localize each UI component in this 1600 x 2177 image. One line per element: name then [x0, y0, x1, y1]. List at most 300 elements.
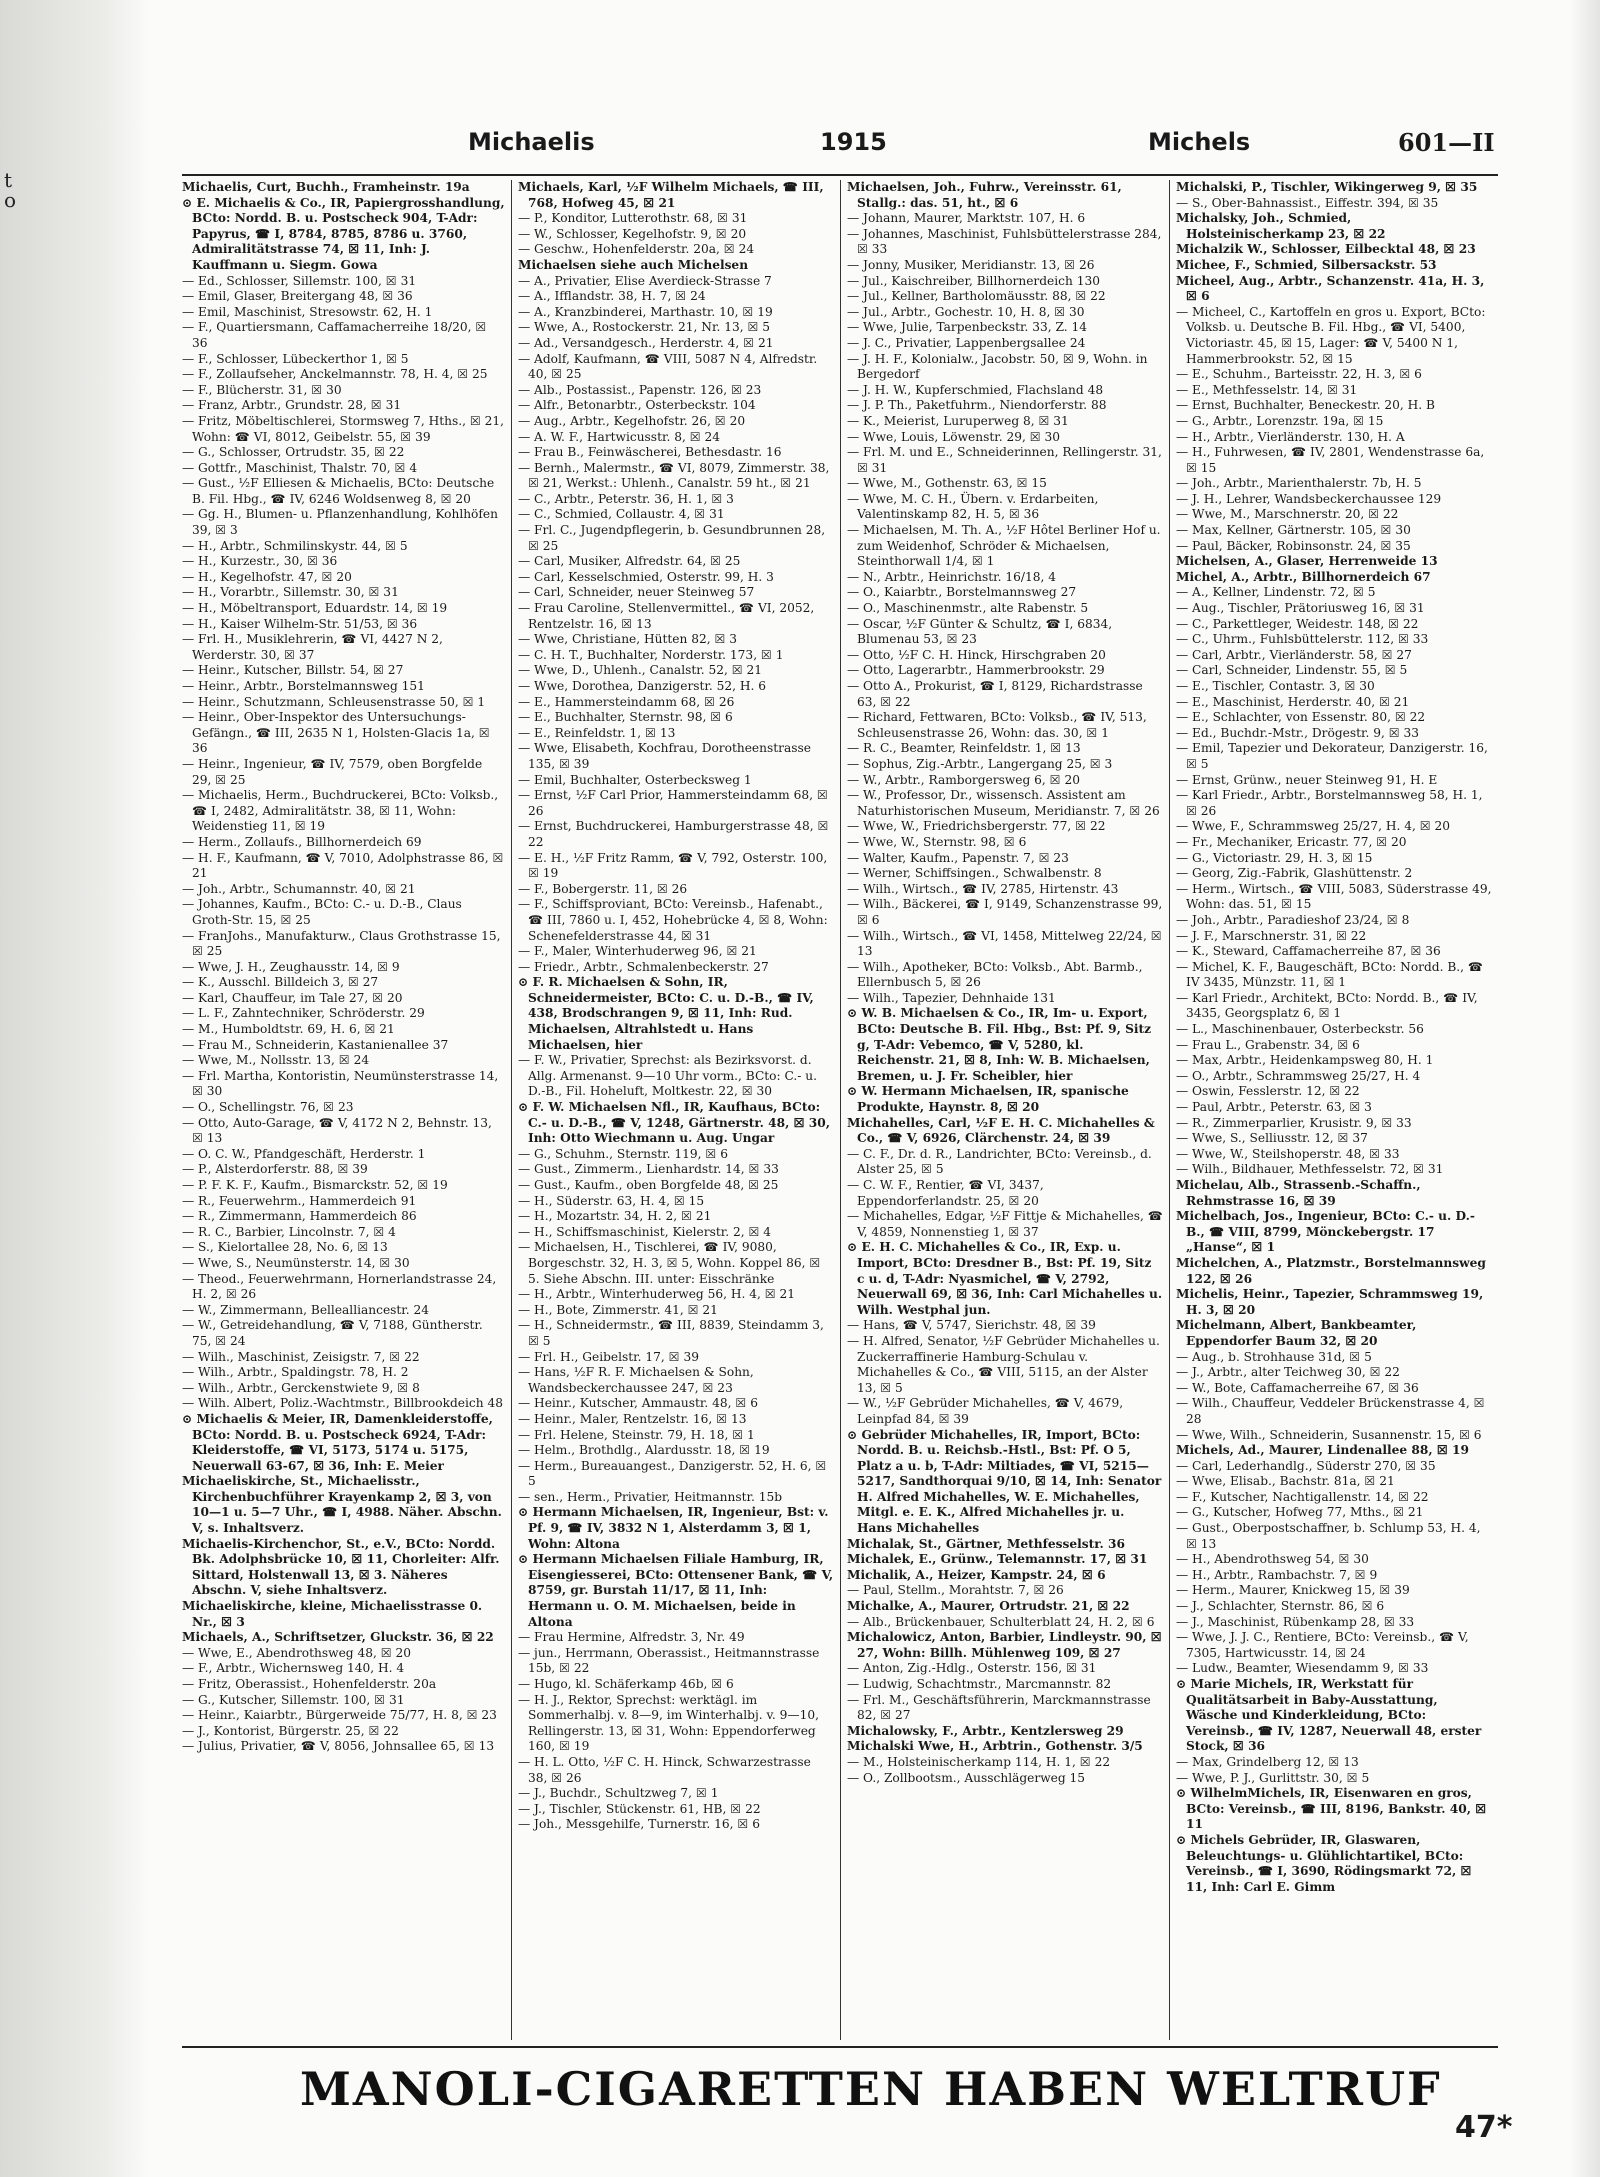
directory-column-1 — [182, 180, 511, 2040]
directory-entry: — J., Maschinist, Rübenkamp 28, ☒ 33 — [1176, 1614, 1415, 1629]
directory-entry: ⊙ Hermann Michaelsen, IR, Ingenieur, Bst: v. Pf. 9, ☎ IV, 3832 N 1, Alsterdamm 3, ☒ 1, Wohn: Altona — [518, 1505, 829, 1551]
directory-entry: Michee, F., Schmied, Silbersackstr. 53 — [1176, 257, 1437, 272]
directory-entry: — Herm., Zollaufs., Billhornerdeich 69 — [182, 834, 422, 849]
directory-entry: — Julius, Privatier, ☎ V, 8056, Johnsallee 65, ☒ 13 — [182, 1739, 495, 1754]
directory-entry: — Joh., Arbtr., Schumannstr. 40, ☒ 21 — [182, 881, 416, 896]
directory-entry: — Wwe, D., Uhlenh., Canalstr. 52, ☒ 21 — [518, 663, 763, 678]
directory-entry: — C., Schmied, Collaustr. 4, ☒ 31 — [518, 507, 725, 522]
directory-entry: — H., Kegelhofstr. 47, ☒ 20 — [182, 569, 352, 584]
directory-entry: — Max, Grindelberg 12, ☒ 13 — [1176, 1754, 1359, 1769]
directory-entry: — Gust., ½F Elliesen & Michaelis, BCto: Deutsche B. Fil. Hbg., ☎ IV, 6246 Woldsenweg 8, ☒ 20 — [182, 476, 495, 506]
directory-entry: — Friedr., Arbtr., Schmalenbeckerstr. 27 — [518, 959, 769, 974]
directory-entry: ⊙ Michaelis & Meier, IR, Damenkleiderstoffe, BCto: Nordd. B. u. Postscheck 6924, T-Adr: Kleiderstoffe, ☎ VI, 5173, 5174 u. 5175, Neuerwall 63-67, ☒ 36, Inh: E. Meier — [182, 1411, 493, 1473]
directory-entry: — Wilh., Bildhauer, Methfesselstr. 72, ☒ 31 — [1176, 1162, 1444, 1177]
directory-entry: — Karl Friedr., Architekt, BCto: Nordd. B., ☎ IV, 3435, Georgsplatz 6, ☒ 1 — [1176, 990, 1478, 1021]
directory-entry: — Wwe, J. H., Zeughausstr. 14, ☒ 9 — [182, 959, 400, 974]
directory-entry: — O., Arbtr., Schrammsweg 25/27, H. 4 — [1176, 1068, 1421, 1083]
directory-entry: — G., Kutscher, Sillemstr. 100, ☒ 31 — [182, 1692, 405, 1707]
directory-entry: — Alb., Postassist., Papenstr. 126, ☒ 23 — [518, 382, 762, 397]
directory-entry: — Michahelles, Edgar, ½F Fittje & Michahelles, ☎ V, 4859, Nonnenstieg 1, ☒ 37 — [847, 1209, 1163, 1239]
directory-entry: Michelau, Alb., Strassenb.-Schaffn., Rehmstrasse 16, ☒ 39 — [1176, 1178, 1421, 1208]
directory-entry: — R., Feuerwehrm., Hammerdeich 91 — [182, 1193, 417, 1208]
directory-entry: — H., Abendrothsweg 54, ☒ 30 — [1176, 1552, 1369, 1567]
directory-entry: — Herm., Maurer, Knickweg 15, ☒ 39 — [1176, 1583, 1410, 1598]
directory-entry: — Wwe, Elisab., Bachstr. 81a, ☒ 21 — [1176, 1474, 1395, 1489]
directory-entry: — J. H., Lehrer, Wandsbeckerchaussee 129 — [1176, 491, 1442, 506]
directory-entry: — G., Schuhm., Sternstr. 119, ☒ 6 — [518, 1146, 728, 1161]
directory-entry: — Ad., Versandgesch., Herderstr. 4, ☒ 21 — [518, 335, 774, 350]
directory-entry: — O., Maschinenmstr., alte Rabenstr. 5 — [847, 601, 1089, 616]
header-right-name: Michels — [1148, 128, 1251, 156]
directory-entry: — O., Kaiarbtr., Borstelmannsweg 27 — [847, 585, 1077, 600]
directory-entry: — A. W. F., Hartwicusstr. 8, ☒ 24 — [518, 429, 721, 444]
directory-entry: — C., Parkettleger, Weidestr. 148, ☒ 22 — [1176, 616, 1419, 631]
directory-entry: Michalski Wwe, H., Arbtrin., Gothenstr. 3/5 — [847, 1739, 1143, 1754]
directory-entry: — H., Vorarbtr., Sillemstr. 30, ☒ 31 — [182, 585, 399, 600]
directory-entry: — H., Arbtr., Rambachstr. 7, ☒ 9 — [1176, 1567, 1378, 1582]
directory-entry: ⊙ Hermann Michaelsen Filiale Hamburg, IR, Eisengiesserei, BCto: Ottensener Bank, ☎ V, 8759, gr. Burstah 11/17, ☒ 11, Inh: Hermann u. O. M. Michaelsen, beide in Altona — [518, 1552, 834, 1629]
directory-entry: Michalzik W., Schlosser, Eilbecktal 48, ☒ 23 — [1176, 242, 1476, 257]
directory-entry: — Heinr., Kaiarbtr., Bürgerweide 75/77, H. 8, ☒ 23 — [182, 1708, 497, 1723]
directory-entry: — W., Schlosser, Kegelhofstr. 9, ☒ 20 — [518, 226, 747, 241]
directory-entry: — Johannes, Maschinist, Fuhlsbüttelerstrasse 284, ☒ 33 — [847, 226, 1162, 257]
directory-entry: — H. F., Kaufmann, ☎ V, 7010, Adolphstrasse 86, ☒ 21 — [182, 850, 504, 881]
directory-entry: — Johann, Maurer, Marktstr. 107, H. 6 — [847, 211, 1086, 226]
directory-entry: Michalke, A., Maurer, Ortrudstr. 21, ☒ 22 — [847, 1599, 1130, 1614]
directory-entry: — Max, Kellner, Gärtnerstr. 105, ☒ 30 — [1176, 523, 1411, 538]
directory-entry: — W., Arbtr., Ramborgersweg 6, ☒ 20 — [847, 772, 1080, 787]
directory-entry: — Bernh., Malermstr., ☎ VI, 8079, Zimmerstr. 38, ☒ 21, Werkst.: Uhlenh., Canalstr. 59 ht., ☒ 21 — [518, 460, 830, 491]
directory-entry: — O. C. W., Pfandgeschäft, Herderstr. 1 — [182, 1146, 426, 1161]
directory-entry: — K., Meierist, Luruperweg 8, ☒ 31 — [847, 413, 1069, 428]
directory-entry: — Ludwig, Schachtmstr., Marcmannstr. 82 — [847, 1677, 1112, 1691]
directory-entry: Michels, Ad., Maurer, Lindenallee 88, ☒ 19 — [1176, 1443, 1469, 1458]
directory-entry: Michaeliskirche, St., Michaelisstr., Kirchenbuchführer Krayenkamp 2, ☒ 3, von 10—1 u. 5—7 Uhr., ☎ I, 4988. Näher. Abschn. V, s. Inhaltsverz. — [182, 1474, 502, 1536]
directory-entry: — F., Bobergerstr. 11, ☒ 26 — [518, 881, 688, 896]
directory-entry: — Walter, Kaufm., Papenstr. 7, ☒ 23 — [847, 850, 1069, 865]
directory-entry: — Joh., Arbtr., Paradieshof 23/24, ☒ 8 — [1176, 912, 1410, 927]
directory-entry: — Frau M., Schneiderin, Kastanienallee 37 — [182, 1037, 449, 1052]
directory-entry: ⊙ Gebrüder Michahelles, IR, Import, BCto: Nordd. B. u. Reichsb.-Hstl., Bst: Pf. O 5, Platz a u. b, T-Adr: Miltiades, ☎ VI, 5215—5217, Sandthorquai 9/10, ☒ 14, Inh: Senator H. Alfred Michahelles, W. E. Michahelles, Mitgl. e. E. K., Alfred Michahelles jr. u. Hans Michahelles — [847, 1427, 1162, 1536]
directory-entry: — W., ½F Gebrüder Michahelles, ☎ V, 4679, Leinpfad 84, ☒ 39 — [847, 1396, 1124, 1426]
directory-entry: — Hans, ½F R. F. Michaelsen & Sohn, Wandsbeckerchaussee 247, ☒ 23 — [518, 1365, 754, 1395]
directory-entry: — A., Privatier, Elise Averdieck-Strasse 7 — [518, 273, 772, 288]
directory-entry: ⊙ Marie Michels, IR, Werkstatt für Qualitätsarbeit in Baby-Ausstattung, Wäsche und Kinderkleidung, BCto: Vereinsb., ☎ IV, 1287, Neuerwall 48, erster Stock, ☒ 36 — [1176, 1677, 1482, 1754]
directory-entry: — Michaelis, Herm., Buchdruckerei, BCto: Volksb., ☎ I, 2482, Admiralitätstr. 38, ☒ 11, Wohn: Weidenstieg 11, ☒ 19 — [182, 788, 499, 834]
directory-entry: — Jul., Kaischreiber, Billhornerdeich 130 — [847, 273, 1100, 288]
page-gutter — [0, 0, 150, 2177]
directory-entry: — Frau Hermine, Alfredstr. 3, Nr. 49 — [518, 1630, 745, 1645]
directory-entry: — A., Kranzbinderei, Marthastr. 10, ☒ 19 — [518, 304, 773, 319]
directory-entry: — Ernst, ½F Carl Prior, Hammersteindamm 68, ☒ 26 — [518, 788, 828, 818]
directory-entry: — P., Alsterdorferstr. 88, ☒ 39 — [182, 1162, 368, 1177]
directory-entry: Michalowicz, Anton, Barbier, Lindleystr. 90, ☒ 27, Wohn: Billh. Mühlenweg 109, ☒ 27 — [847, 1630, 1162, 1660]
directory-entry: — J. C., Privatier, Lappenbergsallee 24 — [847, 335, 1086, 350]
directory-entry: ⊙ Michels Gebrüder, IR, Glaswaren, Beleuchtungs- u. Glühlichtartikel, BCto: Vereinsb., ☎ I, 3690, Rödingsmarkt 72, ☒ 11, Inh: Carl E. Gimm — [1176, 1832, 1472, 1894]
directory-entry: — Karl, Chauffeur, im Tale 27, ☒ 20 — [182, 990, 403, 1005]
directory-entry: — J. H. W., Kupferschmied, Flachsland 48 — [847, 382, 1104, 397]
directory-entry: — Michaelsen, M. Th. A., ½F Hôtel Berliner Hof u. zum Weidenhof, Schröder & Michaelsen, Steinthorwall 1/4, ☒ 1 — [847, 523, 1161, 569]
directory-entry: — H., Kurzestr., 30, ☒ 36 — [182, 554, 338, 569]
directory-entry: — Heinr., Ingenieur, ☎ IV, 7579, oben Borgfelde 29, ☒ 25 — [182, 756, 483, 787]
directory-entry: — M., Holsteinischerkamp 114, H. 1, ☒ 22 — [847, 1754, 1111, 1769]
directory-entry: — Alfr., Betonarbtr., Osterbeckstr. 104 — [518, 398, 756, 413]
directory-entry: — Frl. M., Geschäftsführerin, Marckmannstrasse 82, ☒ 27 — [847, 1692, 1151, 1723]
directory-entry: — Wwe, P. J., Gurlittstr. 30, ☒ 5 — [1176, 1770, 1370, 1785]
directory-entry: — Frl. Martha, Kontoristin, Neumünsterstrasse 14, ☒ 30 — [182, 1068, 499, 1099]
directory-entry: — Alb., Brückenbauer, Schulterblatt 24, H. 2, ☒ 6 — [847, 1614, 1155, 1629]
directory-entry: — O., Zollbootsm., Ausschlägerweg 15 — [847, 1770, 1086, 1785]
directory-entry: — C., Arbtr., Peterstr. 36, H. 1, ☒ 3 — [518, 491, 734, 506]
header-year: 1915 — [820, 128, 887, 156]
directory-entry: — R., Zimmermann, Hammerdeich 86 — [182, 1209, 417, 1224]
directory-entry: — Franz, Arbtr., Grundstr. 28, ☒ 31 — [182, 398, 402, 413]
directory-entry: — Werner, Schiffsingen., Schwalbenstr. 8 — [847, 866, 1102, 881]
directory-entry: — Wwe, J. J. C., Rentiere, BCto: Vereinsb., ☎ V, 7305, Hartwicusstr. 14, ☒ 24 — [1176, 1630, 1469, 1660]
directory-entry: ⊙ E. H. C. Michahelles & Co., IR, Exp. u. Import, BCto: Dresdner B., Bst: Pf. 19, Sitz c u. d, T-Adr: Nyasmichel, ☎ V, 2792, Neuerwall 69, ☒ 36, Inh: Carl Michahelles u. Wilh. Westphal jun. — [847, 1240, 1163, 1317]
directory-entry: — Wwe, M. C. H., Übern. v. Erdarbeiten, Valentinskamp 82, H. 5, ☒ 36 — [847, 491, 1099, 522]
directory-entry: — S., Ober-Bahnassist., Eiffestr. 394, ☒ 35 — [1176, 195, 1439, 210]
directory-entry: — E., Maschinist, Herderstr. 40, ☒ 21 — [1176, 694, 1410, 709]
directory-entry: Michelis, Heinr., Tapezier, Schrammsweg 19, H. 3, ☒ 20 — [1176, 1287, 1484, 1317]
directory-entry: — Wilh., Maschinist, Zeisigstr. 7, ☒ 22 — [182, 1349, 420, 1364]
header-rule — [182, 174, 1498, 176]
directory-entry: — Frl. H., Geibelstr. 17, ☒ 39 — [518, 1349, 699, 1364]
directory-entry: — Frau B., Feinwäscherei, Bethesdastr. 16 — [518, 445, 782, 460]
directory-entry: Michelsen, A., Glaser, Herrenweide 13 — [1176, 554, 1438, 569]
directory-entry: — Gg. H., Blumen- u. Pflanzenhandlung, Kohlhöfen 39, ☒ 3 — [182, 507, 498, 538]
directory-entry: — Johannes, Kaufm., BCto: C.- u. D.-B., Claus Groth-Str. 15, ☒ 25 — [182, 897, 462, 927]
directory-entry: — E., Reinfeldstr. 1, ☒ 13 — [518, 725, 676, 740]
directory-column-2 — [511, 180, 840, 2040]
directory-entry: — Otto, Lagerarbtr., Hammerbrookstr. 29 — [847, 663, 1105, 678]
directory-entry: — Fr., Mechaniker, Ericastr. 77, ☒ 20 — [1176, 834, 1407, 849]
directory-entry: — Wwe, Julie, Tarpenbeckstr. 33, Z. 14 — [847, 320, 1087, 335]
directory-entry: — E., Hammersteindamm 68, ☒ 26 — [518, 694, 735, 709]
directory-entry: — C., Uhrm., Fuhlsbüttelerstr. 112, ☒ 33 — [1176, 632, 1429, 647]
directory-entry: — Hans, ☎ V, 5747, Sierichstr. 48, ☒ 39 — [847, 1318, 1096, 1333]
directory-entry: Michelchen, A., Platzmstr., Borstelmannsweg 122, ☒ 26 — [1176, 1255, 1486, 1286]
directory-entry: — Richard, Fettwaren, BCto: Volksb., ☎ IV, 513, Schleusenstrasse 26, Wohn: das. 30, ☒ 1 — [847, 710, 1147, 740]
directory-entry: Michaelsen siehe auch Michelsen — [518, 257, 749, 272]
directory-entry: — J. H. F., Kolonialw., Jacobstr. 50, ☒ 9, Wohn. in Bergedorf — [847, 351, 1148, 382]
directory-entry: — H., Fuhrwesen, ☎ IV, 2801, Wendenstrasse 6a, ☒ 15 — [1176, 445, 1485, 475]
directory-entry: ⊙ W. B. Michaelsen & Co., IR, Im- u. Export, BCto: Deutsche B. Fil. Hbg., Bst: Pf. 9, Sitz g, T-Adr: Vebemco, ☎ V, 5280, kl. Reichenstr. 21, ☒ 8, Inh: W. B. Michaelsen, Bremen, u. J. Fr. Scheibler, hier — [847, 1006, 1152, 1083]
directory-entry: — jun., Herrmann, Oberassist., Heitmannstrasse 15b, ☒ 22 — [518, 1645, 820, 1676]
directory-entry: — Emil, Maschinist, Stresowstr. 62, H. 1 — [182, 304, 433, 319]
directory-entry: — Wwe, W., Steilshoperstr. 48, ☒ 33 — [1176, 1146, 1400, 1161]
directory-entry: — E., Tischler, Contastr. 3, ☒ 30 — [1176, 679, 1375, 693]
directory-entry: — E., Methfesselstr. 14, ☒ 31 — [1176, 382, 1358, 397]
directory-entry: — Wilh., Arbtr., Spaldingstr. 78, H. 2 — [182, 1365, 409, 1380]
directory-entry: — H. Alfred, Senator, ½F Gebrüder Michahelles u. Zuckerraffinerie Hamburg-Schulau v. Michahelles & Co., ☎ VIII, 5115, an der Alster 13, ☒ 5 — [847, 1333, 1160, 1395]
directory-entry: ⊙ F. W. Michaelsen Nfl., IR, Kaufhaus, BCto: C.- u. D.-B., ☎ V, 1248, Gärtnerstr. 48, ☒ 30, Inh: Otto Wiechmann u. Aug. Ungar — [518, 1100, 830, 1146]
directory-entry: — Frl. M. und E., Schneiderinnen, Rellingerstr. 31, ☒ 31 — [847, 445, 1162, 475]
advertisement-banner: MANOLI-CIGARETTEN HABEN WELTRUF — [300, 2062, 1442, 2116]
directory-entry: — F., Zollaufseher, Anckelmannstr. 78, H. 4, ☒ 25 — [182, 367, 488, 382]
directory-entry: — FranJohs., Manufakturw., Claus Grothstrasse 15, ☒ 25 — [182, 928, 501, 959]
directory-entry: Michaels, Karl, ½F Wilhelm Michaels, ☎ III, 768, Hofweg 45, ☒ 21 — [518, 180, 824, 210]
page-number: 601—II — [1398, 128, 1495, 157]
directory-entry: — Oswin, Fesslerstr. 12, ☒ 22 — [1176, 1084, 1360, 1099]
directory-entry: — Heinr., Schutzmann, Schleusenstrasse 50, ☒ 1 — [182, 694, 486, 709]
directory-entry: — E., Schlachter, von Essenstr. 80, ☒ 22 — [1176, 710, 1426, 725]
directory-entry: — Carl, Lederhandlg., Süderstr 270, ☒ 35 — [1176, 1458, 1436, 1473]
directory-entry: — Aug., Arbtr., Kegelhofstr. 26, ☒ 20 — [518, 413, 746, 428]
directory-entry: — Helm., Brothdlg., Alardusstr. 18, ☒ 19 — [518, 1443, 770, 1458]
directory-entry: — Otto, Auto-Garage, ☎ V, 4172 N 2, Behnstr. 13, ☒ 13 — [182, 1115, 492, 1146]
directory-entry: — Carl, Schneider, Lindenstr. 55, ☒ 5 — [1176, 663, 1408, 678]
directory-entry: — Wwe, S., Selliusstr. 12, ☒ 37 — [1176, 1131, 1368, 1146]
directory-entry: Michalak, St., Gärtner, Methfesselstr. 36 — [847, 1536, 1125, 1551]
directory-entry: — Carl, Arbtr., Vierländerstr. 58, ☒ 27 — [1176, 647, 1412, 662]
directory-entry: — E. H., ½F Fritz Ramm, ☎ V, 792, Osterstr. 100, ☒ 19 — [518, 850, 828, 881]
directory-entry: — L., Maschinenbauer, Osterbeckstr. 56 — [1176, 1022, 1424, 1037]
directory-entry: — H., Süderstr. 63, H. 4, ☒ 15 — [518, 1193, 705, 1208]
directory-column-4 — [1169, 180, 1498, 2040]
directory-entry: Michahelles, Carl, ½F E. H. C. Michahelles & Co., ☎ V, 6926, Clärchenstr. 24, ☒ 39 — [847, 1115, 1155, 1146]
directory-entry: — Wwe, Dorothea, Danzigerstr. 52, H. 6 — [518, 679, 767, 693]
directory-entry: — Frau L., Grabenstr. 34, ☒ 6 — [1176, 1037, 1360, 1052]
header-left-name: Michaelis — [468, 128, 595, 156]
directory-entry: — Otto A., Prokurist, ☎ I, 8129, Richardstrasse 63, ☒ 22 — [847, 679, 1143, 709]
directory-entry: — E., Schuhm., Barteisstr. 22, H. 3, ☒ 6 — [1176, 367, 1422, 382]
directory-entry: ⊙ W. Hermann Michaelsen, IR, spanische Produkte, Haynstr. 8, ☒ 20 — [847, 1084, 1129, 1115]
directory-entry: — Wwe, Louis, Löwenstr. 29, ☒ 30 — [847, 429, 1061, 444]
directory-entry: — A., Ifflandstr. 38, H. 7, ☒ 24 — [518, 289, 706, 304]
directory-entry: — G., Arbtr., Lorenzstr. 19a, ☒ 15 — [1176, 413, 1384, 428]
directory-entry: — Jul., Kellner, Bartholomäusstr. 88, ☒ 22 — [847, 289, 1106, 304]
directory-entry: — Herm., Wirtsch., ☎ VIII, 5083, Süderstrasse 49, Wohn: das. 51, ☒ 15 — [1176, 881, 1492, 912]
directory-entry: — Michaelsen, H., Tischlerei, ☎ IV, 9080, Borgeschstr. 32, H. 3, ☒ 5, Wohn. Koppel 86, ☒ 5. Siehe Abschn. III. unter: Eisschränke — [518, 1240, 821, 1286]
directory-entry: — Ed., Schlosser, Sillemstr. 100, ☒ 31 — [182, 273, 417, 288]
directory-entry: — Georg, Zig.-Fabrik, Glashüttenstr. 2 — [1176, 866, 1413, 881]
directory-entry: ⊙ F. R. Michaelsen & Sohn, IR, Schneidermeister, BCto: C. u. D.-B., ☎ IV, 438, Brodschrangen 9, ☒ 11, Inh: Rud. Michaelsen, Altrahlstedt u. Hans Michaelsen, hier — [518, 975, 814, 1052]
directory-entry: — Wwe, W., Friedrichsbergerstr. 77, ☒ 22 — [847, 819, 1106, 834]
directory-entry: — W., Getreidehandlung, ☎ V, 7188, Güntherstr. 75, ☒ 24 — [182, 1318, 483, 1348]
directory-entry: — Joh., Arbtr., Marienthalerstr. 7b, H. 5 — [1176, 476, 1422, 491]
directory-entry: — Frl. H., Musiklehrerin, ☎ VI, 4427 N 2, Werderstr. 30, ☒ 37 — [182, 632, 443, 662]
directory-entry: ⊙ E. Michaelis & Co., IR, Papiergrosshandlung, BCto: Nordd. B. u. Postscheck 904, T-Adr: Papyrus, ☎ I, 8784, 8785, 8786 u. 3760, Admiralitätstrasse 74, ☒ 11, Inh: J. Kauffmann u. Siegm. Gowa — [182, 195, 505, 272]
directory-entry: — Wilh. Albert, Poliz.-Wachtmstr., Billbrookdeich 48 — [182, 1396, 503, 1411]
directory-entry: Michalik, A., Heizer, Kampstr. 24, ☒ 6 — [847, 1567, 1106, 1582]
directory-entry: Michelbach, Jos., Ingenieur, BCto: C.- u. D.-B., ☎ VIII, 8799, Mönckebergstr. 17 „Hanse“, ☒ 1 — [1176, 1209, 1475, 1255]
directory-entry: Michelmann, Albert, Bankbeamter, Eppendorfer Baum 32, ☒ 20 — [1176, 1318, 1417, 1348]
sheet-signature: 47* — [1455, 2110, 1513, 2145]
directory-entry: — Wwe, Christiane, Hütten 82, ☒ 3 — [518, 632, 738, 647]
directory-entry: Michel, A., Arbtr., Billhornerdeich 67 — [1176, 569, 1431, 584]
directory-entry: — Anton, Zig.-Hdlg., Osterstr. 156, ☒ 31 — [847, 1661, 1097, 1676]
directory-entry: — Frl. C., Jugendpflegerin, b. Gesundbrunnen 28, ☒ 25 — [518, 523, 826, 553]
directory-entry: — Wwe, Wilh., Schneiderin, Susannenstr. 15, ☒ 6 — [1176, 1427, 1482, 1442]
directory-entry: — Wwe, E., Abendrothsweg 48, ☒ 20 — [182, 1645, 412, 1660]
directory-entry: — O., Schellingstr. 76, ☒ 23 — [182, 1100, 354, 1115]
directory-entry: — J. P. Th., Paketfuhrm., Niendorferstr. 88 — [847, 398, 1107, 413]
directory-entry: — C. W. F., Rentier, ☎ VI, 3437, Eppendorferlandstr. 25, ☒ 20 — [847, 1178, 1044, 1208]
directory-entry: — C. H. T., Buchhalter, Norderstr. 173, ☒ 1 — [518, 647, 784, 662]
directory-entry: — G., Schlosser, Ortrudstr. 35, ☒ 22 — [182, 445, 405, 460]
directory-entry: — Adolf, Kaufmann, ☎ VIII, 5087 N 4, Alfredstr. 40, ☒ 25 — [518, 351, 818, 382]
directory-entry: — Ernst, Grünw., neuer Steinweg 91, H. E — [1176, 772, 1438, 787]
directory-entry: — Wilh., Wirtsch., ☎ VI, 1458, Mittelweg 22/24, ☒ 13 — [847, 928, 1162, 959]
directory-entry: — Micheel, C., Kartoffeln en gros u. Export, BCto: Volksb. u. Deutsche B. Fil. Hbg., ☎ VI, 5400, Victoriastr. 45, ☒ 15, Lager: ☎ V, 5400 N 1, Hammerbrookstr. 52, ☒ 15 — [1176, 304, 1486, 366]
directory-entry: — Otto, ½F C. H. Hinck, Hirschgraben 20 — [847, 647, 1106, 662]
directory-entry: Michalsky, Joh., Schmied, Holsteinischerkamp 23, ☒ 22 — [1176, 211, 1386, 241]
directory-entry: — J., Buchdr., Schultzweg 7, ☒ 1 — [518, 1786, 719, 1801]
directory-entry: — H., Kaiser Wilhelm-Str. 51/53, ☒ 36 — [182, 616, 418, 631]
directory-entry: — F., Maler, Winterhuderweg 96, ☒ 21 — [518, 944, 757, 959]
directory-entry: — Carl, Musiker, Alfredstr. 64, ☒ 25 — [518, 554, 741, 569]
directory-entry: — Theod., Feuerwehrmann, Hornerlandstrasse 24, H. 2, ☒ 26 — [182, 1271, 497, 1302]
directory-entry: — Paul, Arbtr., Peterstr. 63, ☒ 3 — [1176, 1100, 1372, 1115]
directory-entry: — L. F., Zahntechniker, Schröderstr. 29 — [182, 1006, 425, 1021]
directory-entry: — Frau Caroline, Stellenvermittel., ☎ VI, 2052, Rentzelstr. 16, ☒ 13 — [518, 601, 815, 631]
directory-entry: — R., Zimmerparlier, Krusistr. 9, ☒ 33 — [1176, 1115, 1412, 1130]
directory-entry: — Emil, Glaser, Breitergang 48, ☒ 36 — [182, 289, 413, 304]
directory-entry: — H., Arbtr., Schmilinskystr. 44, ☒ 5 — [182, 538, 408, 553]
directory-entry: — J., Arbtr., alter Teichweg 30, ☒ 22 — [1176, 1365, 1400, 1380]
directory-entry: — Wwe, M., Marschnerstr. 20, ☒ 22 — [1176, 507, 1399, 522]
directory-entry: — G., Kutscher, Hofweg 77, Mths., ☒ 21 — [1176, 1505, 1424, 1520]
directory-entry: — H., Möbeltransport, Eduardstr. 14, ☒ 19 — [182, 601, 448, 616]
directory-entry: — F., Schiffsproviant, BCto: Vereinsb., Hafenabt., ☎ III, 7860 u. I, 452, Hohebrücke 4, ☒ 8, Wohn: Schenefelderstrasse 44, ☒ 31 — [518, 897, 828, 943]
directory-entry: — J., Schlachter, Sternstr. 86, ☒ 6 — [1176, 1599, 1385, 1614]
directory-entry: — R. C., Beamter, Reinfeldstr. 1, ☒ 13 — [847, 741, 1081, 756]
directory-entry: — K., Steward, Caffamacherreihe 87, ☒ 36 — [1176, 944, 1441, 959]
directory-entry: — F., Blücherstr. 31, ☒ 30 — [182, 382, 342, 397]
directory-entry: — K., Ausschl. Billdeich 3, ☒ 27 — [182, 975, 379, 990]
directory-entry: — Emil, Tapezier und Dekorateur, Danzigerstr. 16, ☒ 5 — [1176, 741, 1488, 771]
directory-entry: — H., Schiffsmaschinist, Kielerstr. 2, ☒ 4 — [518, 1224, 772, 1239]
directory-entry: — Emil, Buchhalter, Osterbecksweg 1 — [518, 772, 752, 787]
footer-rule — [182, 2046, 1498, 2048]
directory-entry: — Ed., Buchdr.-Mstr., Drögestr. 9, ☒ 33 — [1176, 725, 1420, 740]
directory-entry: — W., Zimmermann, Bellealliancestr. 24 — [182, 1302, 430, 1317]
directory-entry: — Ernst, Buchdruckerei, Hamburgerstrasse 48, ☒ 22 — [518, 819, 829, 849]
directory-entry: Michaelis, Curt, Buchh., Framheinstr. 19a — [182, 180, 470, 194]
directory-entry: — Geschw., Hohenfelderstr. 20a, ☒ 24 — [518, 242, 755, 257]
directory-entry: — Wilh., Apotheker, BCto: Volksb., Abt. Barmb., Ellernbusch 5, ☒ 26 — [847, 959, 1143, 990]
directory-entry: — Carl, Schneider, neuer Steinweg 57 — [518, 585, 755, 600]
directory-entry: — Wwe, A., Rostockerstr. 21, Nr. 13, ☒ 5 — [518, 320, 771, 335]
directory-entry: — Wilh., Tapezier, Dehnhaide 131 — [847, 990, 1056, 1005]
directory-entry: — Wwe, F., Schrammsweg 25/27, H. 4, ☒ 20 — [1176, 819, 1451, 834]
directory-entry: ⊙ WilhelmMichels, IR, Eisenwaren en gros, BCto: Vereinsb., ☎ III, 8196, Bankstr. 40, ☒ 11 — [1176, 1786, 1487, 1832]
directory-entry: — Max, Arbtr., Heidenkampsweg 80, H. 1 — [1176, 1053, 1434, 1068]
page-header — [180, 128, 1510, 168]
directory-entry: — Karl Friedr., Arbtr., Borstelmannsweg 58, H. 1, ☒ 26 — [1176, 788, 1483, 818]
directory-entry: — J., Kontorist, Bürgerstr. 25, ☒ 22 — [182, 1723, 399, 1738]
directory-entry: — F., Arbtr., Wichernsweg 140, H. 4 — [182, 1661, 405, 1676]
directory-entry: — F., Quartiersmann, Caffamacherreihe 18/20, ☒ 36 — [182, 320, 487, 350]
directory-entry: — Sophus, Zig.-Arbtr., Langergang 25, ☒ 3 — [847, 756, 1113, 771]
directory-entry: — Heinr., Maler, Rentzelstr. 16, ☒ 13 — [518, 1411, 747, 1426]
directory-entry: Michaelsen, Joh., Fuhrw., Vereinsstr. 61, Stallg.: das. 51, ht., ☒ 6 — [847, 180, 1122, 210]
directory-entry: — Gust., Oberpostschaffner, b. Schlump 53, H. 4, ☒ 13 — [1176, 1521, 1481, 1551]
edge-mark: t — [4, 168, 13, 192]
directory-columns — [182, 180, 1498, 2040]
directory-entry: — Wilh., Chauffeur, Veddeler Brückenstrasse 4, ☒ 28 — [1176, 1396, 1485, 1426]
directory-entry: — Wwe, W., Sternstr. 98, ☒ 6 — [847, 834, 1027, 849]
directory-entry: — Fritz, Oberassist., Hohenfelderstr. 20a — [182, 1677, 437, 1691]
page-edge — [1570, 0, 1600, 2177]
directory-entry: Micheel, Aug., Arbtr., Schanzenstr. 41a, H. 3, ☒ 6 — [1176, 273, 1485, 304]
directory-entry: — H., Mozartstr. 34, H. 2, ☒ 21 — [518, 1209, 712, 1224]
directory-entry: — W., Bote, Caffamacherreihe 67, ☒ 36 — [1176, 1380, 1419, 1395]
directory-entry: — Heinr., Ober-Inspektor des Untersuchungs-Gefängn., ☎ III, 2635 N 1, Holsten-Glacis 1a, ☒ 36 — [182, 710, 490, 756]
directory-entry: — Frl. Helene, Steinstr. 79, H. 18, ☒ 1 — [518, 1427, 755, 1442]
directory-entry: — Ludw., Beamter, Wiesendamm 9, ☒ 33 — [1176, 1661, 1429, 1676]
directory-entry: — Paul, Stellm., Morahtstr. 7, ☒ 26 — [847, 1583, 1064, 1598]
directory-entry: — S., Kielortallee 28, No. 6, ☒ 13 — [182, 1240, 388, 1255]
directory-entry: — H. L. Otto, ½F C. H. Hinck, Schwarzestrasse 38, ☒ 26 — [518, 1754, 811, 1785]
directory-entry: Michaels, A., Schriftsetzer, Gluckstr. 36, ☒ 22 — [182, 1630, 494, 1645]
directory-entry: — sen., Herm., Privatier, Heitmannstr. 15b — [518, 1489, 783, 1504]
directory-entry: — Heinr., Kutscher, Billstr. 54, ☒ 27 — [182, 663, 404, 678]
directory-entry: — Aug., b. Strohhause 31d, ☒ 5 — [1176, 1349, 1372, 1364]
directory-column-3 — [840, 180, 1169, 2040]
directory-entry: — G., Victoriastr. 29, H. 3, ☒ 15 — [1176, 850, 1373, 865]
directory-entry: — Jonny, Musiker, Meridianstr. 13, ☒ 26 — [847, 257, 1095, 272]
edge-mark: o — [4, 188, 17, 212]
directory-entry: — F., Schlosser, Lübeckerthor 1, ☒ 5 — [182, 351, 409, 366]
directory-entry: — Herm., Bureauangest., Danzigerstr. 52, H. 6, ☒ 5 — [518, 1458, 827, 1489]
directory-entry: — H., Schneidermstr., ☎ III, 8839, Steindamm 3, ☒ 5 — [518, 1318, 824, 1348]
directory-entry: — Heinr., Arbtr., Borstelmannsweg 151 — [182, 679, 425, 693]
directory-entry: — C. F., Dr. d. R., Landrichter, BCto: Vereinsb., d. Alster 25, ☒ 5 — [847, 1146, 1152, 1177]
directory-entry: — Wilh., Bäckerei, ☎ I, 9149, Schanzenstrasse 99, ☒ 6 — [847, 897, 1163, 927]
directory-entry: — Gust., Kaufm., oben Borgfelde 48, ☒ 25 — [518, 1178, 779, 1192]
directory-entry: — Gottfr., Maschinist, Thalstr. 70, ☒ 4 — [182, 460, 418, 475]
directory-entry: Michalowsky, F., Arbtr., Kentzlersweg 29 — [847, 1723, 1124, 1738]
directory-entry: — Gust., Zimmerm., Lienhardstr. 14, ☒ 33 — [518, 1162, 779, 1177]
directory-entry: — Paul, Bäcker, Robinsonstr. 24, ☒ 35 — [1176, 538, 1411, 553]
directory-entry: — H., Arbtr., Winterhuderweg 56, H. 4, ☒ 21 — [518, 1287, 796, 1302]
directory-entry: — Oscar, ½F Günter & Schultz, ☎ I, 6834, Blumenau 53, ☒ 23 — [847, 616, 1113, 647]
directory-entry: — Ernst, Buchhalter, Beneckestr. 20, H. B — [1176, 398, 1435, 413]
directory-entry: — Aug., Tischler, Prätoriusweg 16, ☒ 31 — [1176, 601, 1425, 616]
directory-entry: — M., Humboldtstr. 69, H. 6, ☒ 21 — [182, 1022, 395, 1037]
directory-entry: Michaeliskirche, kleine, Michaelisstrasse 0. Nr., ☒ 3 — [182, 1599, 483, 1629]
directory-entry: — Wilh., Wirtsch., ☎ IV, 2785, Hirtenstr. 43 — [847, 881, 1119, 896]
directory-entry: — W., Professor, Dr., wissensch. Assistent am Naturhistorischen Museum, Meridianstr. 7, ☒ 26 — [847, 788, 1160, 818]
directory-entry: — Wwe, M., Nollsstr. 13, ☒ 24 — [182, 1053, 370, 1068]
directory-entry: — Hugo, kl. Schäferkamp 46b, ☒ 6 — [518, 1677, 734, 1691]
directory-entry: — Joh., Messgehilfe, Turnerstr. 16, ☒ 6 — [518, 1817, 760, 1832]
directory-entry: Michaelis-Kirchenchor, St., e.V., BCto: Nordd. Bk. Adolphsbrücke 10, ☒ 11, Chorleiter: Alfr. Sittard, Holstenwall 13, ☒ 3. Näheres Abschn. V, siehe Inhaltsverz. — [182, 1536, 500, 1598]
directory-entry: Michalski, P., Tischler, Wikingerweg 9, ☒ 35 — [1176, 180, 1478, 194]
directory-entry: — Wwe, M., Gothenstr. 63, ☒ 15 — [847, 476, 1047, 491]
directory-entry: — F., Kutscher, Nachtigallenstr. 14, ☒ 22 — [1176, 1489, 1429, 1504]
directory-entry: — Heinr., Kutscher, Ammaustr. 48, ☒ 6 — [518, 1396, 758, 1411]
directory-entry: Michalek, E., Grünw., Telemannstr. 17, ☒ 31 — [847, 1552, 1148, 1567]
directory-entry: — Jul., Arbtr., Gochestr. 10, H. 8, ☒ 30 — [847, 304, 1085, 319]
directory-entry: — H., Arbtr., Vierländerstr. 130, H. A — [1176, 429, 1405, 444]
directory-entry: — J. F., Marschnerstr. 31, ☒ 22 — [1176, 928, 1367, 943]
directory-entry: — J., Tischler, Stückenstr. 61, HB, ☒ 22 — [518, 1801, 761, 1816]
directory-entry: — A., Kellner, Lindenstr. 72, ☒ 5 — [1176, 585, 1376, 600]
directory-entry: — Michel, K. F., Baugeschäft, BCto: Nordd. B., ☎ IV 3435, Münzstr. 11, ☒ 1 — [1176, 959, 1484, 990]
directory-entry: — N., Arbtr., Heinrichstr. 16/18, 4 — [847, 569, 1056, 584]
directory-entry: — P. F. K. F., Kaufm., Bismarckstr. 52, ☒ 19 — [182, 1178, 448, 1192]
directory-entry: — F. W., Privatier, Sprechst: als Bezirksvorst. d. Allg. Armenanst. 9—10 Uhr vorm., BCto: C.- u. D.-B., Fil. Hoheluft, Moltkestr. 22, ☒ 30 — [518, 1053, 817, 1099]
directory-entry: — Wwe, Elisabeth, Kochfrau, Dorotheenstrasse 135, ☒ 39 — [518, 741, 811, 771]
directory-entry: — Carl, Kesselschmied, Osterstr. 99, H. 3 — [518, 569, 774, 584]
directory-entry: — Fritz, Möbeltischlerei, Stormsweg 7, Hths., ☒ 21, Wohn: ☎ VI, 8012, Geibelstr. 55, ☒ 39 — [182, 413, 505, 444]
directory-entry: — Wilh., Arbtr., Gerckenstwiete 9, ☒ 8 — [182, 1380, 420, 1395]
directory-entry: — Wwe, S., Neumünsterstr. 14, ☒ 30 — [182, 1255, 410, 1270]
directory-entry: — H., Bote, Zimmerstr. 41, ☒ 21 — [518, 1302, 718, 1317]
